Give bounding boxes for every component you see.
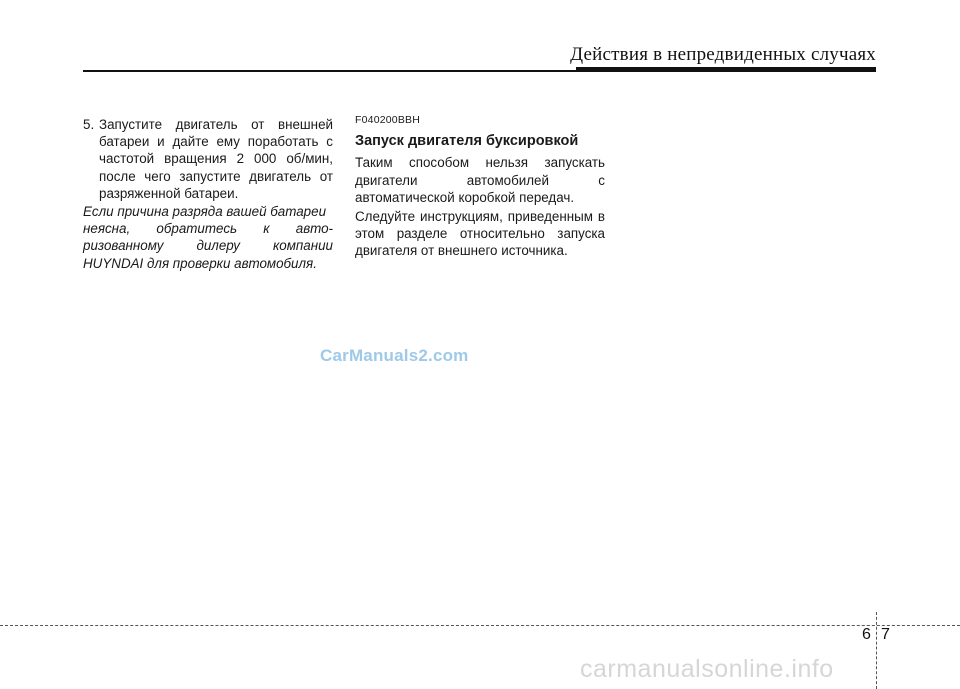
page-number: 7: [881, 626, 890, 643]
section-code: F040200BBH: [355, 114, 421, 126]
battery-note: [83, 203, 333, 272]
section-heading: Запуск двигателя буксировкой: [355, 133, 579, 150]
step-number: 5.: [83, 117, 95, 132]
note-line-4: HUYNDAI для проверки автомобиля.: [83, 255, 317, 271]
page-header-title: Действия в непредвиденных случаях: [570, 44, 876, 65]
right-column: [355, 116, 605, 260]
chapter-number: 6: [862, 626, 871, 643]
paragraph-automatic-transmission: Таким способом нельзя запускать двигатели автомобилей с автоматической коробкой передач.: [355, 155, 605, 205]
paragraph-instructions: Следуйте инструкциям, приведенным в этом разделе относительно запуска двигателя от внешнего источника.: [355, 209, 605, 259]
header-rule-accent: [576, 67, 876, 72]
left-column: [83, 116, 333, 272]
footer-dashed-rule: [0, 625, 960, 626]
note-line-2: неясна, обратитесь к авто-: [83, 221, 333, 237]
footer-vertical-divider: [876, 612, 877, 689]
step-text: Запустите двигатель от внешней батареи и дайте ему поработать с частотой вращения 2 000 об/мин, после чего запустите двигатель от разряженной батареи.: [99, 117, 333, 201]
note-line-3: ризованному дилеру компании: [83, 238, 333, 254]
note-line-1: Если причина разряда вашей батареи: [83, 204, 327, 220]
step-5: [83, 116, 333, 202]
footer-site-mark: carmanualsonline.info: [580, 655, 834, 683]
watermark: CarManuals2.com: [320, 346, 469, 365]
